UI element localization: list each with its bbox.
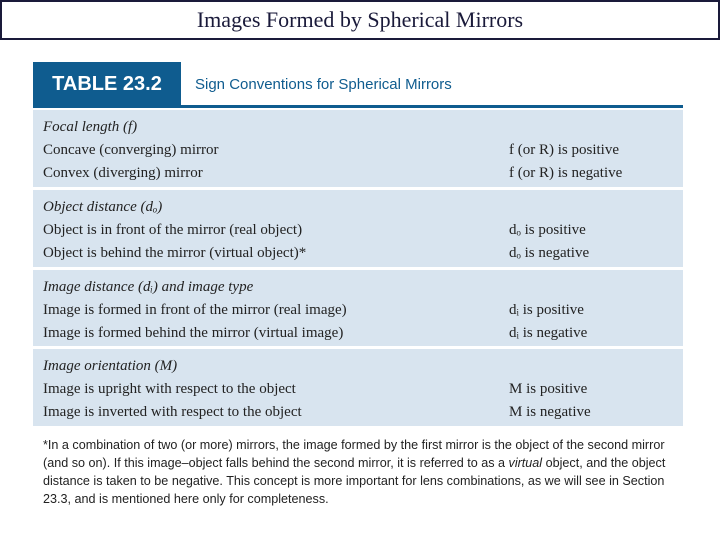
- row-description: Image is upright with respect to the object: [43, 381, 296, 398]
- slide-title: Images Formed by Spherical Mirrors: [0, 0, 720, 40]
- row-sign-rule: M is negative: [509, 404, 591, 421]
- table-footnote: [43, 436, 683, 508]
- table-row: [43, 299, 673, 322]
- header-rule: [33, 105, 683, 108]
- section-heading: Image distance (dᵢ) and image type: [43, 278, 254, 295]
- row-sign-rule: dᵢ is negative: [509, 324, 588, 341]
- row-description: Image is formed in front of the mirror (real image): [43, 301, 347, 318]
- row-sign-rule: dₒ is positive: [509, 221, 586, 238]
- table-number: TABLE 23.2: [33, 62, 181, 106]
- row-description: Convex (diverging) mirror: [43, 165, 203, 181]
- table-row: [43, 162, 673, 185]
- row-sign-rule: M is positive: [509, 381, 588, 398]
- footnote-text-part2: object, and the object distance is taken to be negative. This concept is more important for lens combinations, as we will see in Section 23.3, and is mentioned here only for completeness.: [43, 456, 666, 506]
- footnote-text-part1: *In a combination of two (or more) mirrors, the image formed by the first mirror is the object of the second mirror (and so on). If this image–object falls behind the second mirror, it is referred to as a: [43, 438, 665, 470]
- section-focal-length: [33, 110, 683, 190]
- row-description: Object is behind the mirror (virtual object)*: [43, 244, 307, 261]
- section-heading: Image orientation (M): [43, 358, 178, 375]
- row-sign-rule: f (or R) is positive: [509, 142, 619, 158]
- table-caption: Sign Conventions for Spherical Mirrors: [195, 75, 452, 93]
- footnote-virtual-word: virtual: [508, 456, 543, 470]
- table-row: [43, 322, 673, 345]
- row-description: Concave (converging) mirror: [43, 142, 219, 158]
- row-sign-rule: f (or R) is negative: [509, 165, 623, 181]
- section-image-distance: [33, 270, 683, 350]
- sign-conventions-table: [33, 110, 683, 426]
- table-row: [43, 378, 673, 401]
- row-sign-rule: dₒ is negative: [509, 244, 590, 261]
- table-row: [43, 139, 673, 162]
- section-heading: Object distance (dₒ): [43, 198, 163, 215]
- section-object-distance: [33, 190, 683, 270]
- table-header: [33, 62, 683, 106]
- row-description: Image is formed behind the mirror (virtual image): [43, 324, 344, 341]
- row-description: Image is inverted with respect to the object: [43, 404, 302, 421]
- table-row: [43, 219, 673, 242]
- table-row: [43, 401, 673, 424]
- row-description: Object is in front of the mirror (real object): [43, 221, 303, 238]
- table-row: [43, 242, 673, 265]
- section-heading: Focal length (f): [43, 119, 138, 135]
- row-sign-rule: dᵢ is positive: [509, 301, 584, 318]
- section-image-orientation: [33, 349, 683, 426]
